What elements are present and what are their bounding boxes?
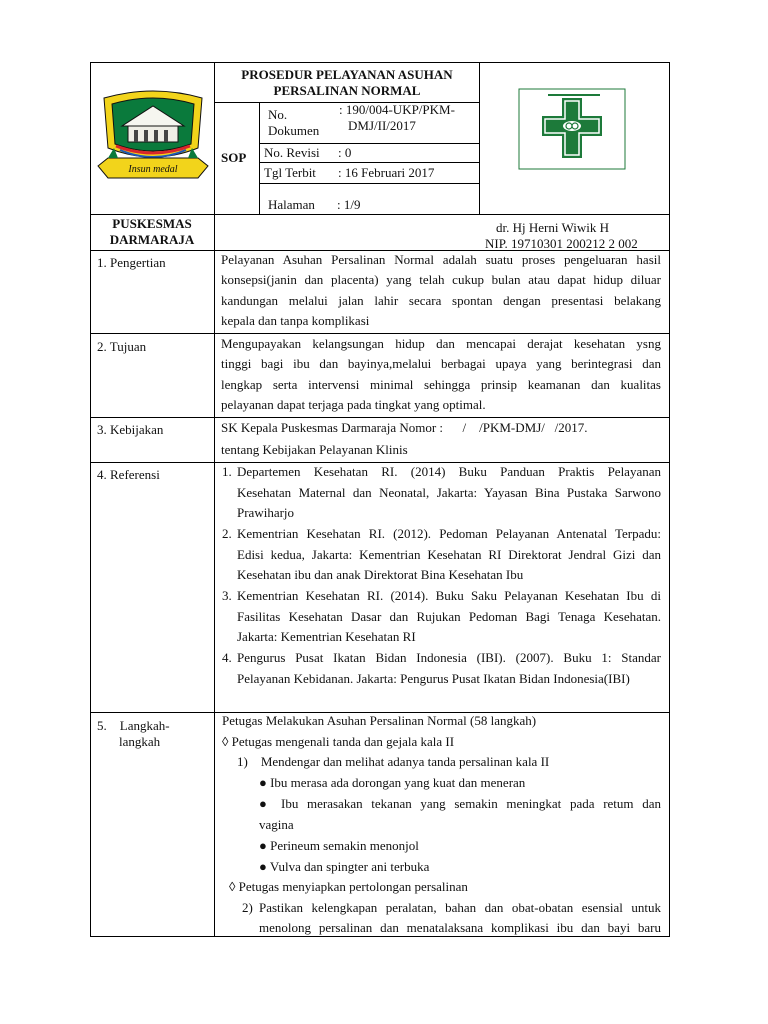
table-border-top [90,62,670,63]
reference-line: Kementrian Kesehatan RI. (2012). Pedoman Pelayanan Antenatal Terpadu: [237,526,661,541]
field-label-no-dokumen-1: No. [268,107,288,122]
section-label-langkah-2: langkah [119,734,161,749]
field-value-no-dokumen-2: DMJ/II/2017 [348,118,416,133]
doc-title-line-1: PROSEDUR PELAYANAN ASUHAN [241,67,453,82]
doc-title-line-2: PERSALINAN NORMAL [273,83,421,98]
langkah-phase-heading: ◊ Petugas mengenali tanda dan gejala kala II [222,734,455,749]
reference-line: Pengurus Pusat Ikatan Bidan Indonesia (IBI). (2007). Buku 1: Standar [237,650,661,665]
field-value-halaman: : 1/9 [337,197,361,212]
org-name-line-2: DARMARAJA [109,232,195,247]
signer-nip: NIP. 19710301 200212 2 002 [485,236,638,251]
tujuan-line: tinggi bagi ibu dan bayinya,melalui berbagai upaya yang berintegrasi dan [221,356,661,371]
section-label-langkah-1: 5. Langkah- [97,718,170,733]
field-value-no-revisi: : 0 [338,145,352,160]
tujuan-line: Mengupayakan kelangsungan hidup dan mencapai derajat kesehatan ysng [221,336,661,351]
reference-line: Kementrian Kesehatan RI. (2014). Buku Saku Pelayanan Kesehatan Ibu di [237,588,661,603]
signer-name: dr. Hj Herni Wiwik H [496,220,609,235]
reference-line: Kesehatan ibu dan anak Direktorat Bina Kesehatan Ibu [237,567,524,582]
sop-label: SOP [221,150,247,165]
regency-logo [94,86,212,186]
langkah-bullet-continuation: vagina [259,817,294,832]
reference-line: Kesehatan Maternal dan Neonatal, Jakarta: Yayasan Bina Pustaka Sarwono [237,485,661,500]
logo-banner-text: Insun medal [128,164,178,175]
langkah-step-text: Pastikan kelengkapan peralatan, bahan dan obat-obatan esensial untuk [259,900,661,915]
langkah-bullet: ● Ibu merasa ada dorongan yang kuat dan meneran [259,775,526,790]
langkah-step-number: 2) [242,900,253,915]
field-value-no-dokumen-1: : 190/004-UKP/PKM- [339,102,455,117]
section-label-tujuan: 2. Tujuan [97,339,147,354]
puskesmas-logo [518,88,626,170]
reference-line: Jakarta: Kementrian Kesehatan RI [237,629,416,644]
reference-line: Pelayanan Kebidanan. Jakarta: Pengurus Pusat Ikatan Bidan Indonesia(IBI) [237,671,630,686]
pengertian-line: kepala dan tanpa komplikasi [221,313,370,328]
tujuan-line: lengkap serta intervensi minimal sehingga prinsip keamanan dan kualitas [221,377,661,392]
langkah-bullet: ● Vulva dan spingter ani terbuka [259,859,430,874]
reference-number: 3. [222,588,232,603]
pengertian-line: Pelayanan Asuhan Persalinan Normal adalah suatu proses pengeluaran hasil [221,252,661,267]
field-label-tgl-terbit: Tgl Terbit [264,165,316,180]
table-border-right [669,62,670,937]
reference-number: 1. [222,464,232,479]
reference-line: Edisi kedua, Jakarta: Kementrian Kesehatan RI Direktorat Jendral Gizi dan [237,547,661,562]
pengertian-line: kandungan melalui jalan lahir secara spontan dengan presentasi belakang [221,293,661,308]
field-label-halaman: Halaman [268,197,315,212]
field-label-no-revisi: No. Revisi [264,145,320,160]
reference-line: Prawiharjo [237,505,295,520]
langkah-bullet: ● Perineum semakin menonjol [259,838,419,853]
header-divider-sop [259,102,260,214]
section-label-kebijakan: 3. Kebijakan [97,422,164,437]
section-label-pengertian: 1. Pengertian [97,255,166,270]
kebijakan-line: SK Kepala Puskesmas Darmaraja Nomor : / /PKM-DMJ/ /2017. [221,420,588,435]
langkah-step-text: menolong persalinan dan menatalaksana komplikasi ibu dan bayi baru [259,920,661,935]
langkah-bullet: ● Ibu merasakan tekanan yang semakin meningkat pada retum dan [259,796,661,811]
reference-line: Fasilitas Kesehatan Dasar dan Rujukan Pedoman Bagi Tenaga Kesehatan. [237,609,661,624]
reference-line: Departemen Kesehatan RI. (2014) Buku Panduan Praktis Pelayanan [237,464,661,479]
field-label-no-dokumen-2: Dokumen [268,123,320,138]
body-divider [214,250,215,937]
pengertian-line: konsepsi(janin dan placenta) yang telah cukup bulan atau dapat hidup diluar [221,272,661,287]
table-border-left [90,62,91,937]
langkah-step: 1) Mendengar dan melihat adanya tanda persalinan kala II [237,754,550,769]
reference-number: 2. [222,526,232,541]
langkah-phase-heading: ◊ Petugas menyiapkan pertolongan persalinan [229,879,468,894]
langkah-intro: Petugas Melakukan Asuhan Persalinan Normal (58 langkah) [222,713,537,728]
reference-number: 4. [222,650,232,665]
tujuan-line: pelayanan dapat terjaga pada tingkat yang optimal. [221,397,486,412]
section-label-referensi: 4. Referensi [97,467,160,482]
header-bottom-line [90,214,670,215]
kebijakan-line: tentang Kebijakan Pelayanan Klinis [221,442,408,457]
field-value-tgl-terbit: : 16 Februari 2017 [338,165,435,180]
org-name-line-1: PUSKESMAS [112,216,192,231]
field-line-3 [259,183,480,184]
